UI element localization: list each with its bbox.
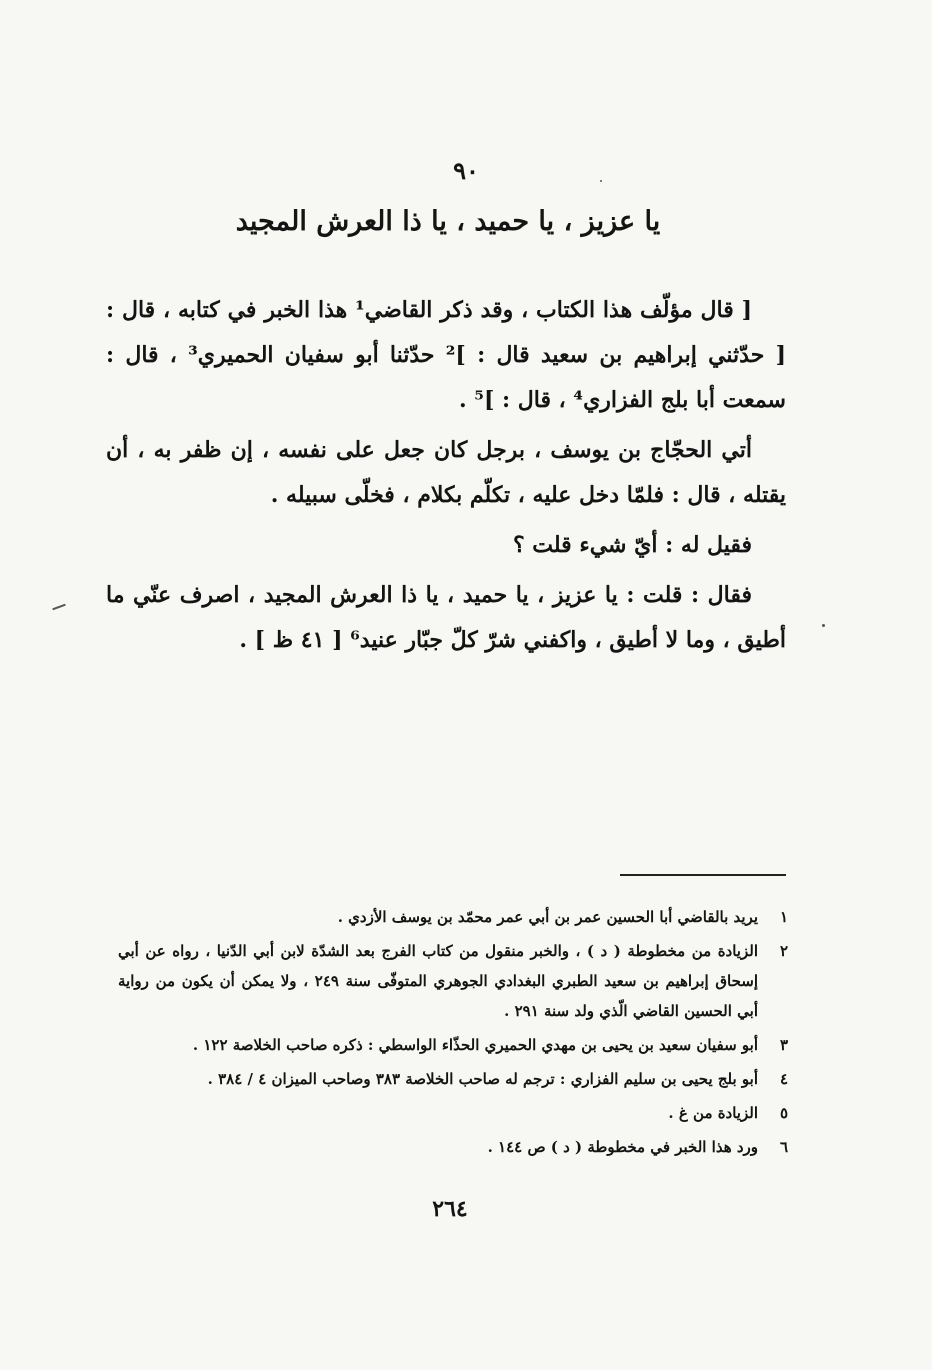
section-number: ٩٠ [453, 156, 479, 185]
footnote-number: ٣ [779, 1036, 788, 1054]
footnote-text: أبو سفيان سعيد بن يحيى بن مهدي الحميري الحذّاء الواسطي : ذكره صاحب الخلاصة ١٢٢ . [192, 1036, 758, 1054]
footnote-text: الزيادة من مخطوطة ( د ) ، والخبر منقول من كتاب الفرج بعد الشدّة لابن أبي الدّنيا ، رواه عن أبي إسحاق إبراهيم بن سعيد الطبري البغدادي الجوهري المتوفّى سنة ٢٤٩ ، ولا يمكن أن يكون من رواية أبي الحسين القاضي الّذي ولد سنة ٢٩١ . [118, 942, 758, 1020]
footnote-text: أبو بلج يحيى بن سليم الفزاري : ترجم له صاحب الخلاصة ٣٨٣ وصاحب الميزان ٤ / ٣٨٤ . [207, 1070, 758, 1088]
body-text [106, 288, 786, 668]
footnote-text: الزيادة من غ . [668, 1104, 758, 1122]
paragraph-story: أتي الحجّاج بن يوسف ، برجل كان جعل على نفسه ، إن ظفر به ، أن يقتله ، قال : فلمّا دخل عليه ، تكلّم بكلام ، فخلّى سبيله . [106, 437, 786, 508]
footnote-separator [620, 874, 786, 876]
footnote-item [118, 1030, 788, 1060]
paragraph-isnad: [ قال مؤلّف هذا الكتاب ، وقد ذكر القاضي¹ هذا الخبر في كتابه ، قال : [ حدّثني إبراهيم بن سعيد قال : ]² حدّثنا أبو سفيان الحميري³ ، قال : سمعت أبا بلج الفزاري⁴ ، قال : ]⁵ . [106, 297, 786, 413]
paper-speck [822, 624, 825, 627]
paper-speck [600, 180, 602, 182]
footnote-text: يريد بالقاضي أبا الحسين عمر بن أبي عمر محمّد بن يوسف الأزدي . [337, 908, 758, 926]
footnotes [118, 902, 788, 1166]
footnote-item [118, 1132, 788, 1162]
footnote-item [118, 1064, 788, 1094]
section-title: يا عزيز ، يا حميد ، يا ذا العرش المجيد [235, 206, 661, 237]
page-number: ٢٦٤ [432, 1196, 468, 1222]
footnote-item [118, 1098, 788, 1128]
footnote-item [118, 936, 788, 1026]
paragraph-question: فقيل له : أيّ شيء قلت ؟ [512, 532, 752, 558]
footnote-number: ٥ [779, 1104, 788, 1122]
footnote-number: ٦ [779, 1138, 788, 1156]
paper-speck [52, 604, 66, 611]
footnote-text: ورد هذا الخبر في مخطوطة ( د ) ص ١٤٤ . [487, 1138, 758, 1156]
footnote-number: ١ [779, 908, 788, 926]
footnote-item [118, 902, 788, 932]
footnote-number: ٤ [779, 1070, 788, 1088]
paragraph-answer: فقال : قلت : يا عزيز ، يا حميد ، يا ذا العرش المجيد ، اصرف عنّي ما أطيق ، وما لا أطيق ، واكفني شرّ كلّ جبّار عنيد⁶ [ ٤١ ظ ] . [106, 582, 786, 653]
footnote-number: ٢ [779, 942, 788, 960]
